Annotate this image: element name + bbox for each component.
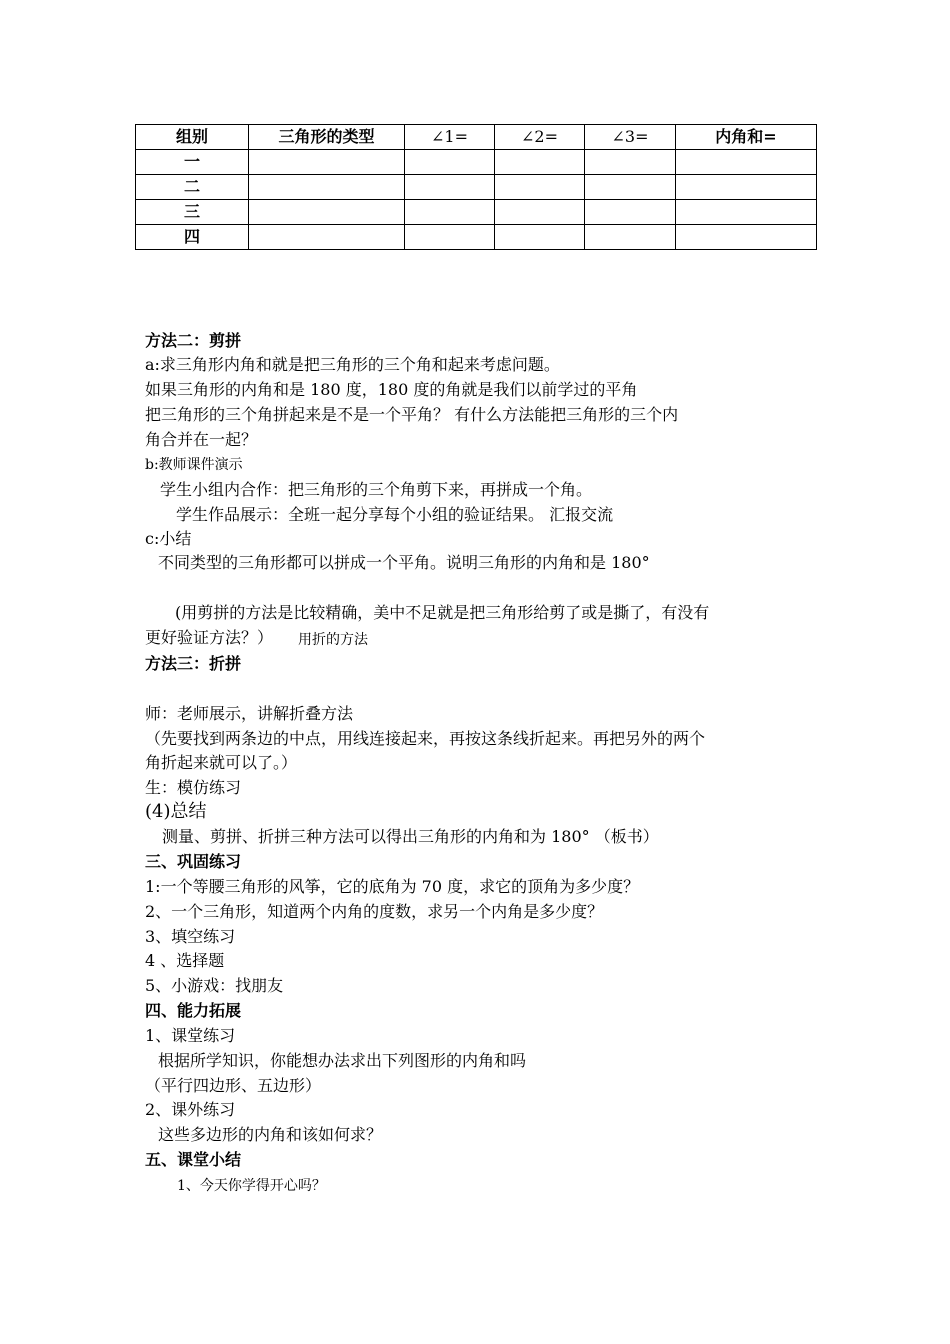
table-cell (405, 150, 495, 175)
table-cell (249, 225, 405, 250)
paragraph-line: 用折的方法 (298, 632, 368, 648)
header-triangle-type: 三角形的类型 (249, 125, 405, 150)
table-cell (249, 175, 405, 200)
section-heading: 五、课堂小结 (145, 1150, 242, 1169)
header-angle-2: ∠2= (495, 125, 585, 150)
table-header-row (136, 125, 817, 150)
paragraph-line: （平行四边形、五边形） (145, 1076, 322, 1095)
paragraph-line: （先要找到两条边的中点，用线连接起来，再按这条线折起来。再把另外的两个 (145, 729, 706, 748)
header-group: 组别 (136, 125, 249, 150)
row-label: 三 (136, 200, 249, 225)
row-label: 一 (136, 150, 249, 175)
paragraph-line: b:教师课件演示 (145, 457, 243, 473)
table-cell (249, 200, 405, 225)
table-cell (676, 175, 817, 200)
table-cell (676, 200, 817, 225)
paragraph-line: (4)总结 (145, 801, 207, 822)
section-heading: 四、能力拓展 (145, 1001, 242, 1020)
table-row (136, 225, 817, 250)
table-cell (676, 150, 817, 175)
paragraph-line: 1、今天你学得开心吗？ (177, 1178, 326, 1194)
table-cell (405, 225, 495, 250)
paragraph-line: 这些多边形的内角和该如何求？ (158, 1125, 383, 1144)
paragraph-line: 1:一个等腰三角形的风筝，它的底角为 70 度，求它的顶角为多少度？ (145, 877, 640, 896)
table-cell (249, 150, 405, 175)
table-cell (495, 175, 585, 200)
paragraph-line: a:求三角形内角和就是把三角形的三个角和起来考虑问题。 (145, 355, 560, 374)
paragraph-line: 根据所学知识，你能想办法求出下列图形的内角和吗 (158, 1051, 527, 1070)
table-cell (495, 200, 585, 225)
paragraph-line: 更好验证方法？） (145, 628, 274, 647)
paragraph-line: 3、填空练习 (145, 927, 236, 946)
paragraph-line: 学生作品展示：全班一起分享每个小组的验证结果。 汇报交流 (176, 505, 614, 524)
table-cell (585, 150, 676, 175)
angle-record-table (135, 124, 817, 250)
table-row (136, 175, 817, 200)
row-label: 四 (136, 225, 249, 250)
paragraph-line: 2、课外练习 (145, 1100, 236, 1119)
table-row (136, 150, 817, 175)
section-heading: 方法三：折拼 (145, 654, 242, 673)
paragraph-line: 不同类型的三角形都可以拼成一个平角。说明三角形的内角和是 180° (158, 553, 650, 572)
table-cell (585, 175, 676, 200)
paragraph-line: 生：模仿练习 (145, 778, 242, 797)
row-label: 二 (136, 175, 249, 200)
paragraph-line: 1、课堂练习 (145, 1026, 236, 1045)
header-angle-1: ∠1= (405, 125, 495, 150)
paragraph-line: 测量、剪拼、折拼三种方法可以得出三角形的内角和为 180° （板书） (162, 827, 659, 846)
paragraph-line: 4 、选择题 (145, 951, 225, 970)
paragraph-line: 角合并在一起？ (145, 430, 258, 449)
table-cell (495, 150, 585, 175)
table-cell (495, 225, 585, 250)
section-heading: 方法二：剪拼 (145, 331, 242, 350)
paragraph-line: 师：老师展示，讲解折叠方法 (145, 704, 354, 723)
paragraph-line: 2、一个三角形，知道两个内角的度数，求另一个内角是多少度？ (145, 902, 604, 921)
paragraph-line: 把三角形的三个角拼起来是不是一个平角？ 有什么方法能把三角形的三个内 (145, 405, 679, 424)
header-angle-3: ∠3= (585, 125, 676, 150)
table-row (136, 200, 817, 225)
table-cell (585, 200, 676, 225)
paragraph-line: 角折起来就可以了。） (145, 753, 298, 772)
paragraph-line: 5、小游戏：找朋友 (145, 976, 284, 995)
table-cell (405, 200, 495, 225)
paragraph-line: (用剪拼的方法是比较精确，美中不足就是把三角形给剪了或是撕了，有没有 (175, 603, 710, 622)
paragraph-line: 学生小组内合作：把三角形的三个角剪下来，再拼成一个角。 (160, 480, 593, 499)
header-angle-sum: 内角和= (676, 125, 817, 150)
paragraph-line: c:小结 (145, 529, 192, 548)
table-cell (405, 175, 495, 200)
table-cell (585, 225, 676, 250)
paragraph-line: 如果三角形的内角和是 180 度，180 度的角就是我们以前学过的平角 (145, 380, 638, 399)
section-heading: 三、巩固练习 (145, 852, 242, 871)
table-cell (676, 225, 817, 250)
